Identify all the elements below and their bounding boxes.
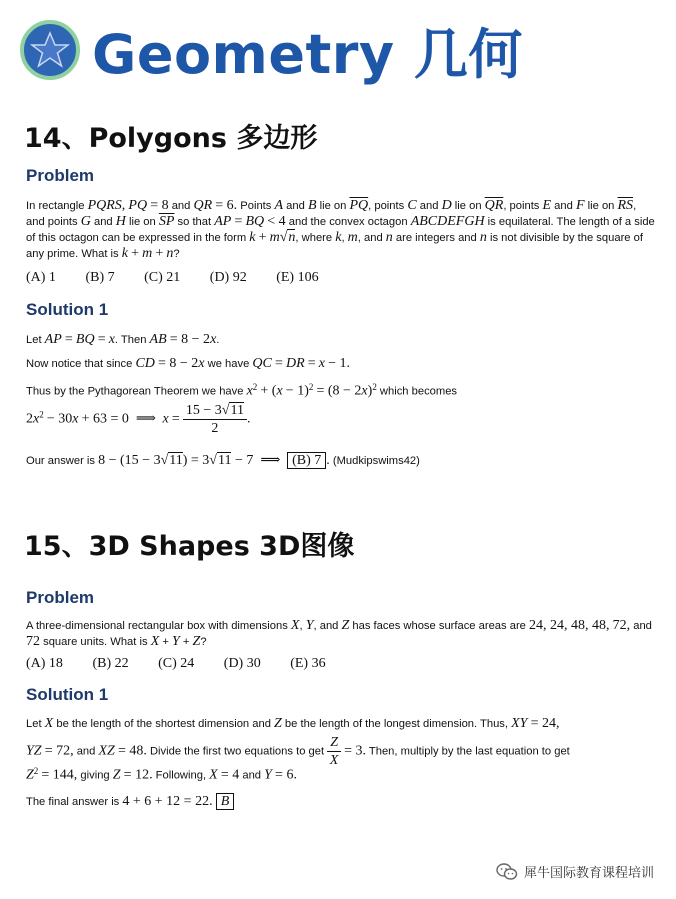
page-header <box>20 14 523 86</box>
answer-box-15: B <box>216 793 235 810</box>
footer-watermark <box>496 862 654 881</box>
section-14-problem-heading: Problem <box>26 166 95 185</box>
section-15-title: 15、3D Shapes 3D图像 <box>24 531 355 562</box>
section-15-problem-text: A three-dimensional rectangular box with dimensions X, Y, and Z has faces whose surface areas are 24, 24, 48, 48, 72, and 72 square units. What is X + Y + Z? <box>26 618 652 649</box>
solution-15-line-4: The final answer is 4 + 6 + 12 = 22. B <box>26 794 234 810</box>
section-14-answer-choices <box>26 270 345 286</box>
section-15-answer-choices <box>26 656 352 672</box>
choice-b: (B) 22 <box>92 656 129 671</box>
choice-c: (C) 21 <box>144 270 181 285</box>
solution-15-line-2: YZ = 72, and XZ = 48. Divide the first two equations to get $\frac{Z}{X}$ = 3. Then, multiply by the last equation to get <box>26 735 570 768</box>
choice-d: (D) 30 <box>223 656 261 671</box>
solution-15-line-3: $Z^2 = 144$, giving Z = 12. Following, X = 4 and Y = 6. <box>26 766 297 783</box>
section-14-problem-text: In rectangle PQRS, PQ = 8 and QR = 6. Points A and B lie on $\overline{PQ}$, points C and D lie on $\overline{QR}$, points E and F lie on $\overline{RS}$, and points G and H lie on $\overline{SP}$ so that AP = BQ < 4 and the convex octagon ABCDEFGH is equilateral. The length of a side of this octagon can be expressed in the form k + m√n, where k, m, and n are integers and n is not divisible by the square of any prime. What is k + m + n? <box>26 198 655 261</box>
section-14-title: 14、Polygons 多边形 <box>24 123 318 154</box>
section-14-solution-heading: Solution 1 <box>26 300 109 319</box>
choice-d: (D) 92 <box>209 270 247 285</box>
solution-14-line-3: Thus by the Pythagorean Theorem we have $x^2 + (x - 1)^2 = (8 - 2x)^2$ which becomes <box>26 382 458 399</box>
page-title: Geometry 几何 <box>92 22 523 86</box>
section-15-problem-heading: Problem <box>26 588 95 607</box>
choice-e: (E) 36 <box>290 656 326 671</box>
section-15-solution-heading: Solution 1 <box>26 685 109 704</box>
choice-e: (E) 106 <box>276 270 319 285</box>
choice-a: (A) 1 <box>26 270 56 285</box>
choice-c: (C) 24 <box>158 656 195 671</box>
solution-14-line-4: $2x^2 - 30x + 63 = 0$ ⟹ x = $\frac{15 - 3√11}{2}$ . <box>26 403 251 436</box>
footer-text: 犀牛国际教育课程培训 <box>523 865 654 880</box>
solution-14-credit: (Mudkipswims42) <box>332 455 420 467</box>
solution-14-line-5: Our answer is 8 − (15 − 3√11) = 3√11 − 7 ⟹ (B) 7 . (Mudkipswims42) <box>26 453 420 468</box>
answer-box-14: (B) 7 <box>287 452 326 469</box>
solution-14-line-2: Now notice that since CD = 8 − 2x we have QC = DR = x − 1. <box>26 356 351 371</box>
star-icon <box>20 20 80 80</box>
choice-b: (B) 7 <box>85 270 115 285</box>
solution-14-line-1: Let AP = BQ = x. Then AB = 8 − 2x. <box>26 332 220 347</box>
choice-a: (A) 18 <box>26 656 63 671</box>
solution-15-line-1: Let X be the length of the shortest dimension and Z be the length of the longest dimension. Thus, XY = 24, <box>26 716 560 731</box>
wechat-icon <box>496 863 518 881</box>
